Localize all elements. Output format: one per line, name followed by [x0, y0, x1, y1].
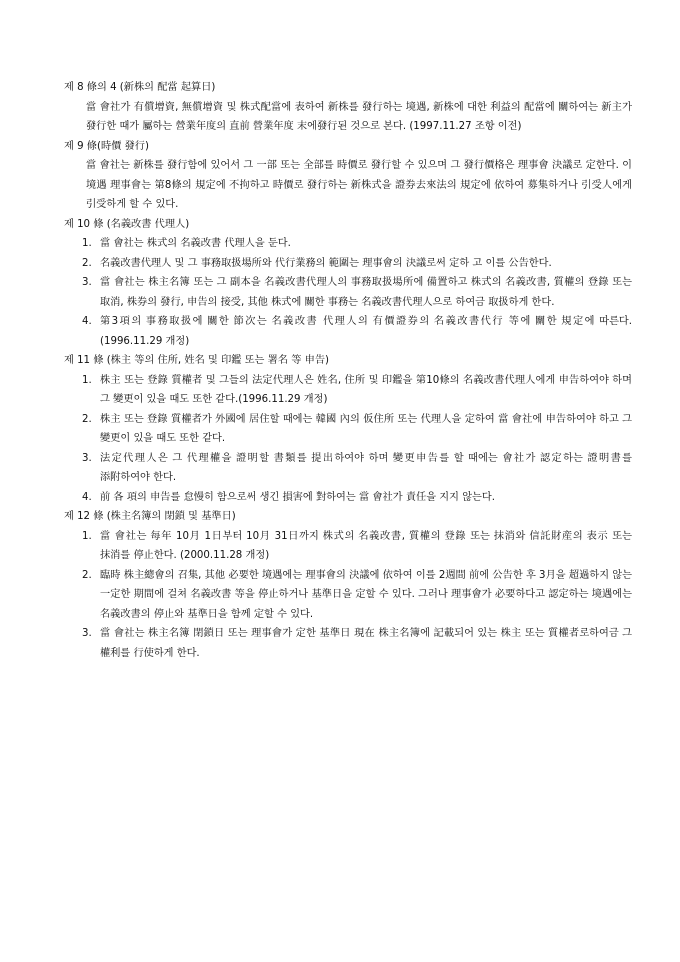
article-body: 當 會社는 新株를 發行함에 있어서 그 一部 또는 全部를 時價로 發行할 수 있으며 그 發行價格은 理事會 決議로 定한다. 이 境遇 理事會는 第8條의 規定에 不拘하고 時價로 發行하는 新株式을 證券去來法의 規定에 依하여 募集하거나 引受人에게 引受하게 할 수 있다. — [86, 160, 632, 210]
article-12 — [64, 507, 632, 663]
article-title: 제 9 條(時價 發行) — [64, 140, 149, 152]
item-text: 前 各 項의 申告를 怠慢히 함으로써 생긴 損害에 對하여는 當 會社가 責任을 지지 않는다. — [100, 491, 495, 503]
article-title: 제 8 條의 4 (新株의 配當 起算日) — [64, 82, 216, 93]
list-item — [82, 566, 632, 625]
item-number: 2. — [82, 257, 92, 269]
item-text: 當 會社는 株主名簿 閉鎖日 또는 理事會가 定한 基準日 現在 株主名簿에 記載되어 있는 株主 또는 質權者로하여금 그 權利를 行使하게 한다. — [100, 628, 632, 659]
item-text: 名義改書代理人 및 그 事務取扱場所와 代行業務의 範圍는 理事會의 決議로써 定하 고 이를 公告한다. — [100, 257, 552, 269]
item-text: 當 會社는 株式의 名義改書 代理人을 둔다. — [100, 238, 291, 249]
list-item — [82, 527, 632, 566]
list-item — [82, 410, 632, 449]
item-text: 株主 또는 登錄 質權者 및 그들의 法定代理人은 姓名, 住所 및 印鑑을 第10條의 名義改書代理人에게 申告하여야 하며 그 變更이 있을 때도 또한 같다.(1996.11.29 개정) — [100, 374, 632, 405]
item-number: 3. — [82, 452, 92, 464]
item-number: 4. — [82, 491, 92, 503]
item-text: 臨時 株主總會의 召集, 其他 必要한 境遇에는 理事會의 決議에 依하여 이를 2週間 前에 公告한 후 3月을 超過하지 않는 一定한 期間에 걸쳐 名義改書 等을 停止하거나 基準日을 定할 수 있다. 그러나 理事會가 必要하다고 認定하는 境遇에는 名義改書의 停止와 基準日을 함께 定할 수 있다. — [100, 569, 632, 620]
item-number: 3. — [82, 277, 92, 288]
item-number: 2. — [82, 569, 92, 581]
item-text: 當 會社는 株主名簿 또는 그 副本을 名義改書代理人의 事務取扱場所에 備置하고 株式의 名義改書, 質權의 登錄 또는 取消, 株券의 發行, 申告의 接受, 其他 株式에 關한 事務는 名義改書代理人으로 하여금 取扱하게 한다. — [100, 277, 632, 308]
item-text: 當 會社는 每年 10月 1日부터 10月 31日까지 株式의 名義改書, 質權의 登錄 또는 抹消와 信託財産의 表示 또는 抹消를 停止한다. (2000.11.28 개정) — [100, 530, 632, 561]
article-8-4 — [64, 78, 632, 137]
list-item — [82, 312, 632, 351]
item-number: 3. — [82, 628, 92, 639]
list-item — [82, 488, 632, 508]
article-title: 제 12 條 (株主名簿의 閉鎖 및 基準日) — [64, 511, 236, 522]
article-items — [64, 371, 632, 508]
list-item — [82, 371, 632, 410]
item-number: 4. — [82, 316, 92, 327]
article-10 — [64, 215, 632, 352]
item-number: 1. — [82, 238, 92, 249]
item-text: 法定代理人은 그 代理權을 證明할 書類를 提出하여야 하며 變更申告를 할 때에는 會社가 認定하는 證明書를 添附하여야 한다. — [100, 452, 632, 483]
article-11 — [64, 351, 632, 507]
article-items — [64, 234, 632, 351]
article-items — [64, 527, 632, 664]
item-number: 2. — [82, 413, 92, 425]
item-number: 1. — [82, 374, 92, 386]
list-item — [82, 234, 632, 254]
list-item — [82, 273, 632, 312]
article-body: 當 會社가 有償增資, 無償增資 및 株式配當에 表하여 新株를 發行하는 境遇, 新株에 대한 利益의 配當에 關하여는 新主가 發行한 때가 屬하는 營業年度의 直前 營業年度 末에發行된 것으로 본다. (1997.11.27 조항 이전) — [86, 101, 632, 132]
list-item — [82, 449, 632, 488]
item-text: 第3項의 事務取扱에 關한 節次는 名義改書 代理人의 有價證券의 名義改書代行 等에 關한 規定에 따른다. (1996.11.29 개정) — [100, 316, 632, 347]
article-9 — [64, 137, 632, 215]
list-item — [82, 254, 632, 274]
article-title: 제 11 條 (株主 等의 住所, 姓名 및 印鑑 또는 署名 等 申告) — [64, 355, 330, 366]
item-number: 1. — [82, 530, 92, 542]
item-text: 株主 또는 登錄 質權者가 外國에 居住할 때에는 韓國 內의 仮住所 또는 代理人을 定하여 當 會社에 申告하여야 하고 그 變更이 있을 때도 또한 같다. — [100, 413, 632, 444]
article-title: 제 10 條 (名義改書 代理人) — [64, 218, 190, 230]
list-item — [82, 624, 632, 663]
